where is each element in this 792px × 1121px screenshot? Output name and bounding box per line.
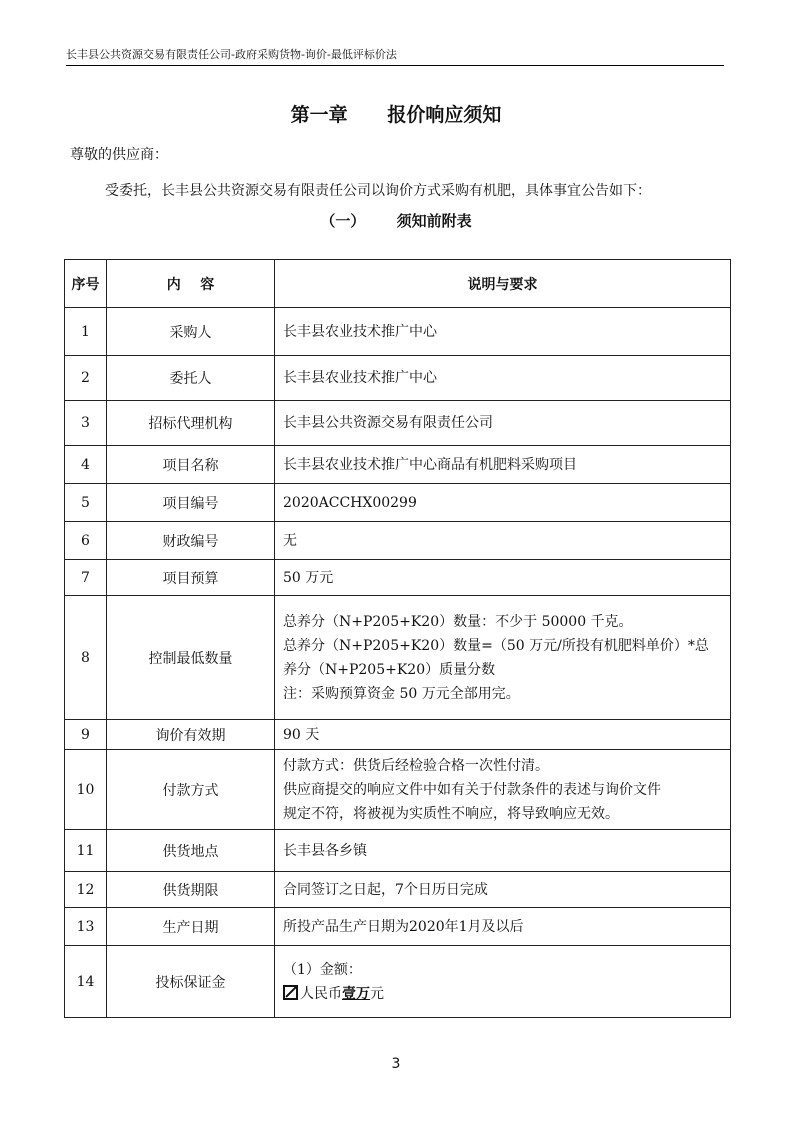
row-item: 项目名称 — [107, 446, 275, 484]
row-number: 5 — [65, 484, 107, 522]
row-item: 付款方式 — [107, 750, 275, 830]
description-line: 长丰县农业技术推广中心商品有机肥料采购项目 — [283, 456, 577, 473]
row-description — [275, 908, 731, 946]
description-line: （1）金额： — [283, 961, 362, 978]
row-number: 14 — [65, 946, 107, 1018]
table-row — [65, 560, 731, 596]
row-number: 10 — [65, 750, 107, 830]
description-line: 总养分（N+P205+K20）数量：不少于 50000 千克。 — [283, 613, 633, 630]
row-item: 生产日期 — [107, 908, 275, 946]
instructions-table — [64, 259, 731, 1018]
row-number: 13 — [65, 908, 107, 946]
deposit-currency: 人民币 — [300, 985, 342, 1002]
deposit-amount: 壹万 — [342, 985, 370, 1002]
deposit-unit: 元 — [370, 985, 384, 1002]
row-number: 8 — [65, 596, 107, 720]
table-row — [65, 401, 731, 446]
header-content: 内 容 — [107, 260, 275, 308]
table-row — [65, 356, 731, 401]
table-row — [65, 750, 731, 830]
table-row — [65, 830, 731, 872]
row-item: 招标代理机构 — [107, 401, 275, 446]
description-line: 长丰县各乡镇 — [283, 842, 367, 859]
description-line: 无 — [283, 532, 297, 549]
row-description — [275, 830, 731, 872]
table-row — [65, 522, 731, 560]
greeting: 尊敬的供应商： — [70, 147, 168, 163]
row-number: 6 — [65, 522, 107, 560]
row-item: 项目编号 — [107, 484, 275, 522]
description-line: 规定不符，将被视为实质性不响应，将导致响应无效。 — [283, 805, 619, 822]
row-item: 委托人 — [107, 356, 275, 401]
table-row — [65, 446, 731, 484]
row-description — [275, 522, 731, 560]
intro-paragraph: 受委托，长丰县公共资源交易有限责任公司以询价方式采购有机肥，具体事宜公告如下： — [105, 183, 651, 199]
row-number: 4 — [65, 446, 107, 484]
row-description — [275, 596, 731, 720]
row-description — [275, 872, 731, 908]
row-number: 7 — [65, 560, 107, 596]
table-row — [65, 484, 731, 522]
row-item: 询价有效期 — [107, 720, 275, 750]
description-line: 总养分（N+P205+K20）数量=（50 万元/所投有机肥料单价）*总 — [283, 637, 709, 654]
row-description — [275, 484, 731, 522]
description-line: 注：采购预算资金 50 万元全部用完。 — [283, 685, 520, 702]
row-number: 1 — [65, 308, 107, 356]
checked-box-icon — [283, 985, 298, 1000]
row-description — [275, 720, 731, 750]
table-row — [65, 596, 731, 720]
description-line: 付款方式：供货后经检验合格一次性付清。 — [283, 757, 549, 774]
description-line: 50 万元 — [283, 569, 334, 586]
description-line: 所投产品生产日期为2020年1月及以后 — [283, 918, 524, 935]
page-number: 3 — [391, 1056, 401, 1072]
header-serial-number: 序号 — [65, 260, 107, 308]
description-line: 90 天 — [283, 726, 320, 743]
description-line: 合同签订之日起，7个日历日完成 — [283, 881, 488, 898]
row-description — [275, 446, 731, 484]
chapter-title: 第一章 报价响应须知 — [290, 104, 502, 126]
row-description — [275, 401, 731, 446]
table-row — [65, 908, 731, 946]
table-header-row — [65, 260, 731, 308]
table-row — [65, 872, 731, 908]
description-line: 养分（N+P205+K20）质量分数 — [283, 661, 496, 678]
row-number: 12 — [65, 872, 107, 908]
row-item: 供货期限 — [107, 872, 275, 908]
description-line: 2020ACCHX00299 — [283, 494, 417, 511]
row-description — [275, 356, 731, 401]
header-requirements: 说明与要求 — [275, 260, 731, 308]
description-line: 长丰县农业技术推广中心 — [283, 323, 437, 340]
table-row — [65, 946, 731, 1018]
row-description — [275, 560, 731, 596]
row-description — [275, 308, 731, 356]
row-item: 供货地点 — [107, 830, 275, 872]
running-header: 长丰县公共资源交易有限责任公司-政府采购货物-询价-最低评标价法 — [66, 46, 724, 66]
row-description — [275, 750, 731, 830]
deposit-line — [283, 982, 722, 1006]
table-row — [65, 720, 731, 750]
row-item: 项目预算 — [107, 560, 275, 596]
row-number: 11 — [65, 830, 107, 872]
description-line: 长丰县农业技术推广中心 — [283, 370, 437, 386]
table-row — [65, 308, 731, 356]
row-number: 3 — [65, 401, 107, 446]
table-body — [65, 308, 731, 1018]
row-number: 2 — [65, 356, 107, 401]
row-description — [275, 946, 731, 1018]
row-item: 采购人 — [107, 308, 275, 356]
row-number: 9 — [65, 720, 107, 750]
row-item: 财政编号 — [107, 522, 275, 560]
description-line: 供应商提交的响应文件中如有关于付款条件的表述与询价文件 — [283, 781, 661, 798]
section-title: （一） 须知前附表 — [320, 212, 472, 230]
description-line: 长丰县公共资源交易有限责任公司 — [283, 415, 493, 431]
row-item: 控制最低数量 — [107, 596, 275, 720]
row-item: 投标保证金 — [107, 946, 275, 1018]
